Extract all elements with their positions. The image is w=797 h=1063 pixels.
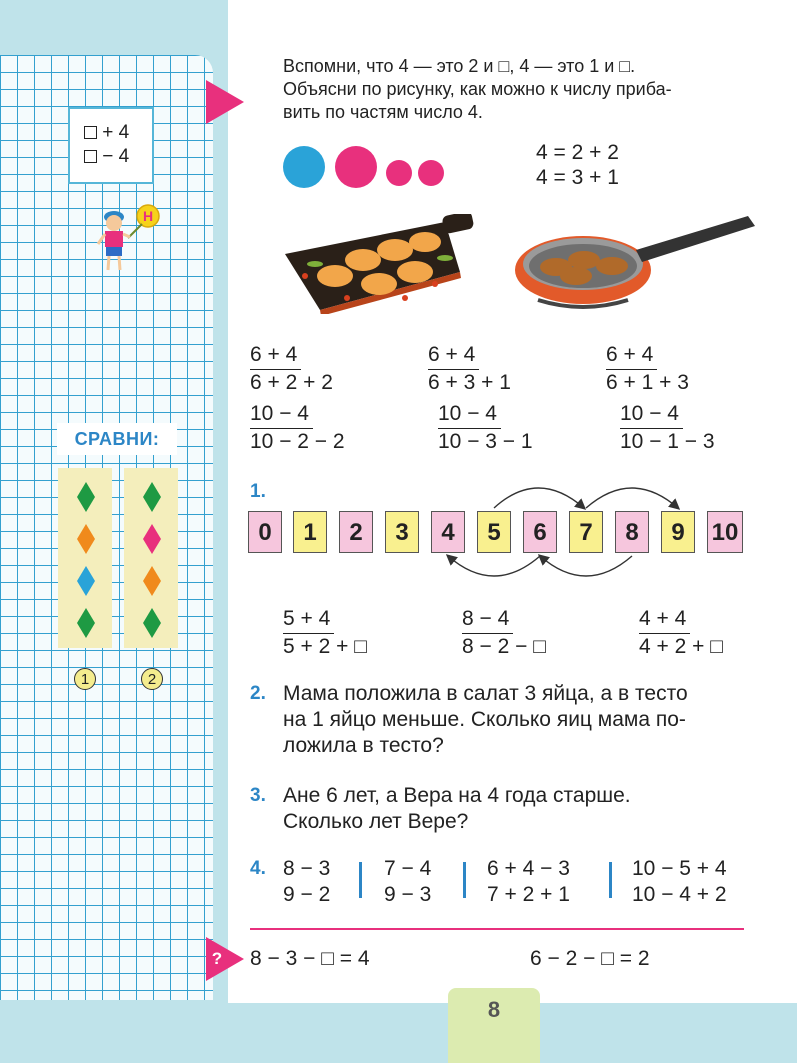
frying-pan-icon <box>508 212 763 317</box>
task-4-col-2-a: 7 − 4 <box>384 857 432 880</box>
badge-letter: Н <box>142 208 154 224</box>
pink-dot-icon <box>386 160 412 186</box>
section-marker-icon <box>206 80 244 124</box>
orange-diamond-icon <box>143 566 161 596</box>
decomp-eq-1: 4 = 2 + 2 <box>536 141 619 164</box>
task-4-col-3-a: 6 + 4 − 3 <box>487 857 570 880</box>
hint-box <box>68 107 154 184</box>
task-2-label: 2. <box>250 683 266 704</box>
diamond-strip-2 <box>124 468 178 648</box>
column-divider <box>609 862 612 898</box>
number-box: 9 <box>661 511 695 553</box>
compare-label: СРАВНИ: <box>57 423 177 455</box>
task-3-label: 3. <box>250 785 266 806</box>
hint-line-1: + 4 <box>84 121 152 145</box>
fraction-1-2: 6 + 4 6 + 3 + 1 <box>428 343 511 394</box>
task-4-col-3-b: 7 + 2 + 1 <box>487 883 570 906</box>
fraction-2-1: 10 − 4 10 − 2 − 2 <box>250 402 345 453</box>
blue-dot-icon <box>283 146 325 188</box>
pink-diamond-icon <box>143 524 161 554</box>
diamond-strip-1 <box>58 468 112 648</box>
task-4-col-2-b: 9 − 3 <box>384 883 432 906</box>
tray-with-buns-icon <box>275 214 480 314</box>
intro-line-1: Вспомни, что 4 — это 2 и □, 4 — это 1 и □. <box>283 56 636 76</box>
task-4-col-4-a: 10 − 5 + 4 <box>632 857 727 880</box>
task-1-label: 1. <box>250 481 266 502</box>
puzzle-eq-2: 6 − 2 − □ = 2 <box>530 947 650 970</box>
task-4-label: 4. <box>250 858 266 879</box>
orange-diamond-icon <box>77 524 95 554</box>
pink-dot-icon <box>335 146 377 188</box>
top-background <box>0 0 228 55</box>
fraction-1-1: 6 + 4 6 + 2 + 2 <box>250 343 333 394</box>
boy-character-icon <box>92 200 167 275</box>
task-2-line-2: на 1 яйцо меньше. Сколько яиц мама по- <box>283 708 686 731</box>
fraction-2-2: 10 − 4 10 − 3 − 1 <box>438 402 533 453</box>
task-3-line-2: Сколько лет Вере? <box>283 810 469 833</box>
strip-number-1: 1 <box>74 668 96 690</box>
green-diamond-icon <box>77 608 95 638</box>
task-1-expr-1: 5 + 4 5 + 2 + □ <box>283 607 367 658</box>
blank-square-icon <box>84 126 97 139</box>
task-4-col-1-a: 8 − 3 <box>283 857 331 880</box>
intro-line-2: Объясни по рисунку, как можно к числу приба- <box>283 79 672 99</box>
column-divider <box>463 862 466 898</box>
number-box: 3 <box>385 511 419 553</box>
jump-arrows-icon <box>248 470 748 590</box>
number-box: 2 <box>339 511 373 553</box>
puzzle-eq-1: 8 − 3 − □ = 4 <box>250 947 370 970</box>
number-box: 10 <box>707 511 743 553</box>
question-mark-icon: ? <box>206 948 228 970</box>
fraction-2-3: 10 − 4 10 − 1 − 3 <box>620 402 715 453</box>
green-diamond-icon <box>143 608 161 638</box>
decomp-eq-2: 4 = 3 + 1 <box>536 166 619 189</box>
task-2-line-1: Мама положила в салат 3 яйца, а в тесто <box>283 682 688 705</box>
green-diamond-icon <box>143 482 161 512</box>
number-box: 6 <box>523 511 557 553</box>
page-number: 8 <box>448 988 540 1063</box>
strip-number-2: 2 <box>141 668 163 690</box>
fraction-1-3: 6 + 4 6 + 1 + 3 <box>606 343 689 394</box>
task-1-expr-2: 8 − 4 8 − 2 − □ <box>462 607 546 658</box>
pink-dot-icon <box>418 160 444 186</box>
number-box: 5 <box>477 511 511 553</box>
intro-line-3: вить по частям число 4. <box>283 102 483 122</box>
task-1-expr-3: 4 + 4 4 + 2 + □ <box>639 607 723 658</box>
number-box: 1 <box>293 511 327 553</box>
task-4-col-4-b: 10 − 4 + 2 <box>632 883 727 906</box>
divider-line <box>250 928 744 930</box>
column-divider <box>359 862 362 898</box>
blue-diamond-icon <box>77 566 95 596</box>
task-2-line-3: ложила в тесто? <box>283 734 444 757</box>
number-box: 7 <box>569 511 603 553</box>
green-diamond-icon <box>77 482 95 512</box>
blank-square-icon <box>84 150 97 163</box>
number-box: 0 <box>248 511 282 553</box>
task-4-col-1-b: 9 − 2 <box>283 883 331 906</box>
task-3-line-1: Ане 6 лет, а Вера на 4 года старше. <box>283 784 631 807</box>
hint-line-2: − 4 <box>84 145 152 169</box>
number-box: 8 <box>615 511 649 553</box>
number-box: 4 <box>431 511 465 553</box>
